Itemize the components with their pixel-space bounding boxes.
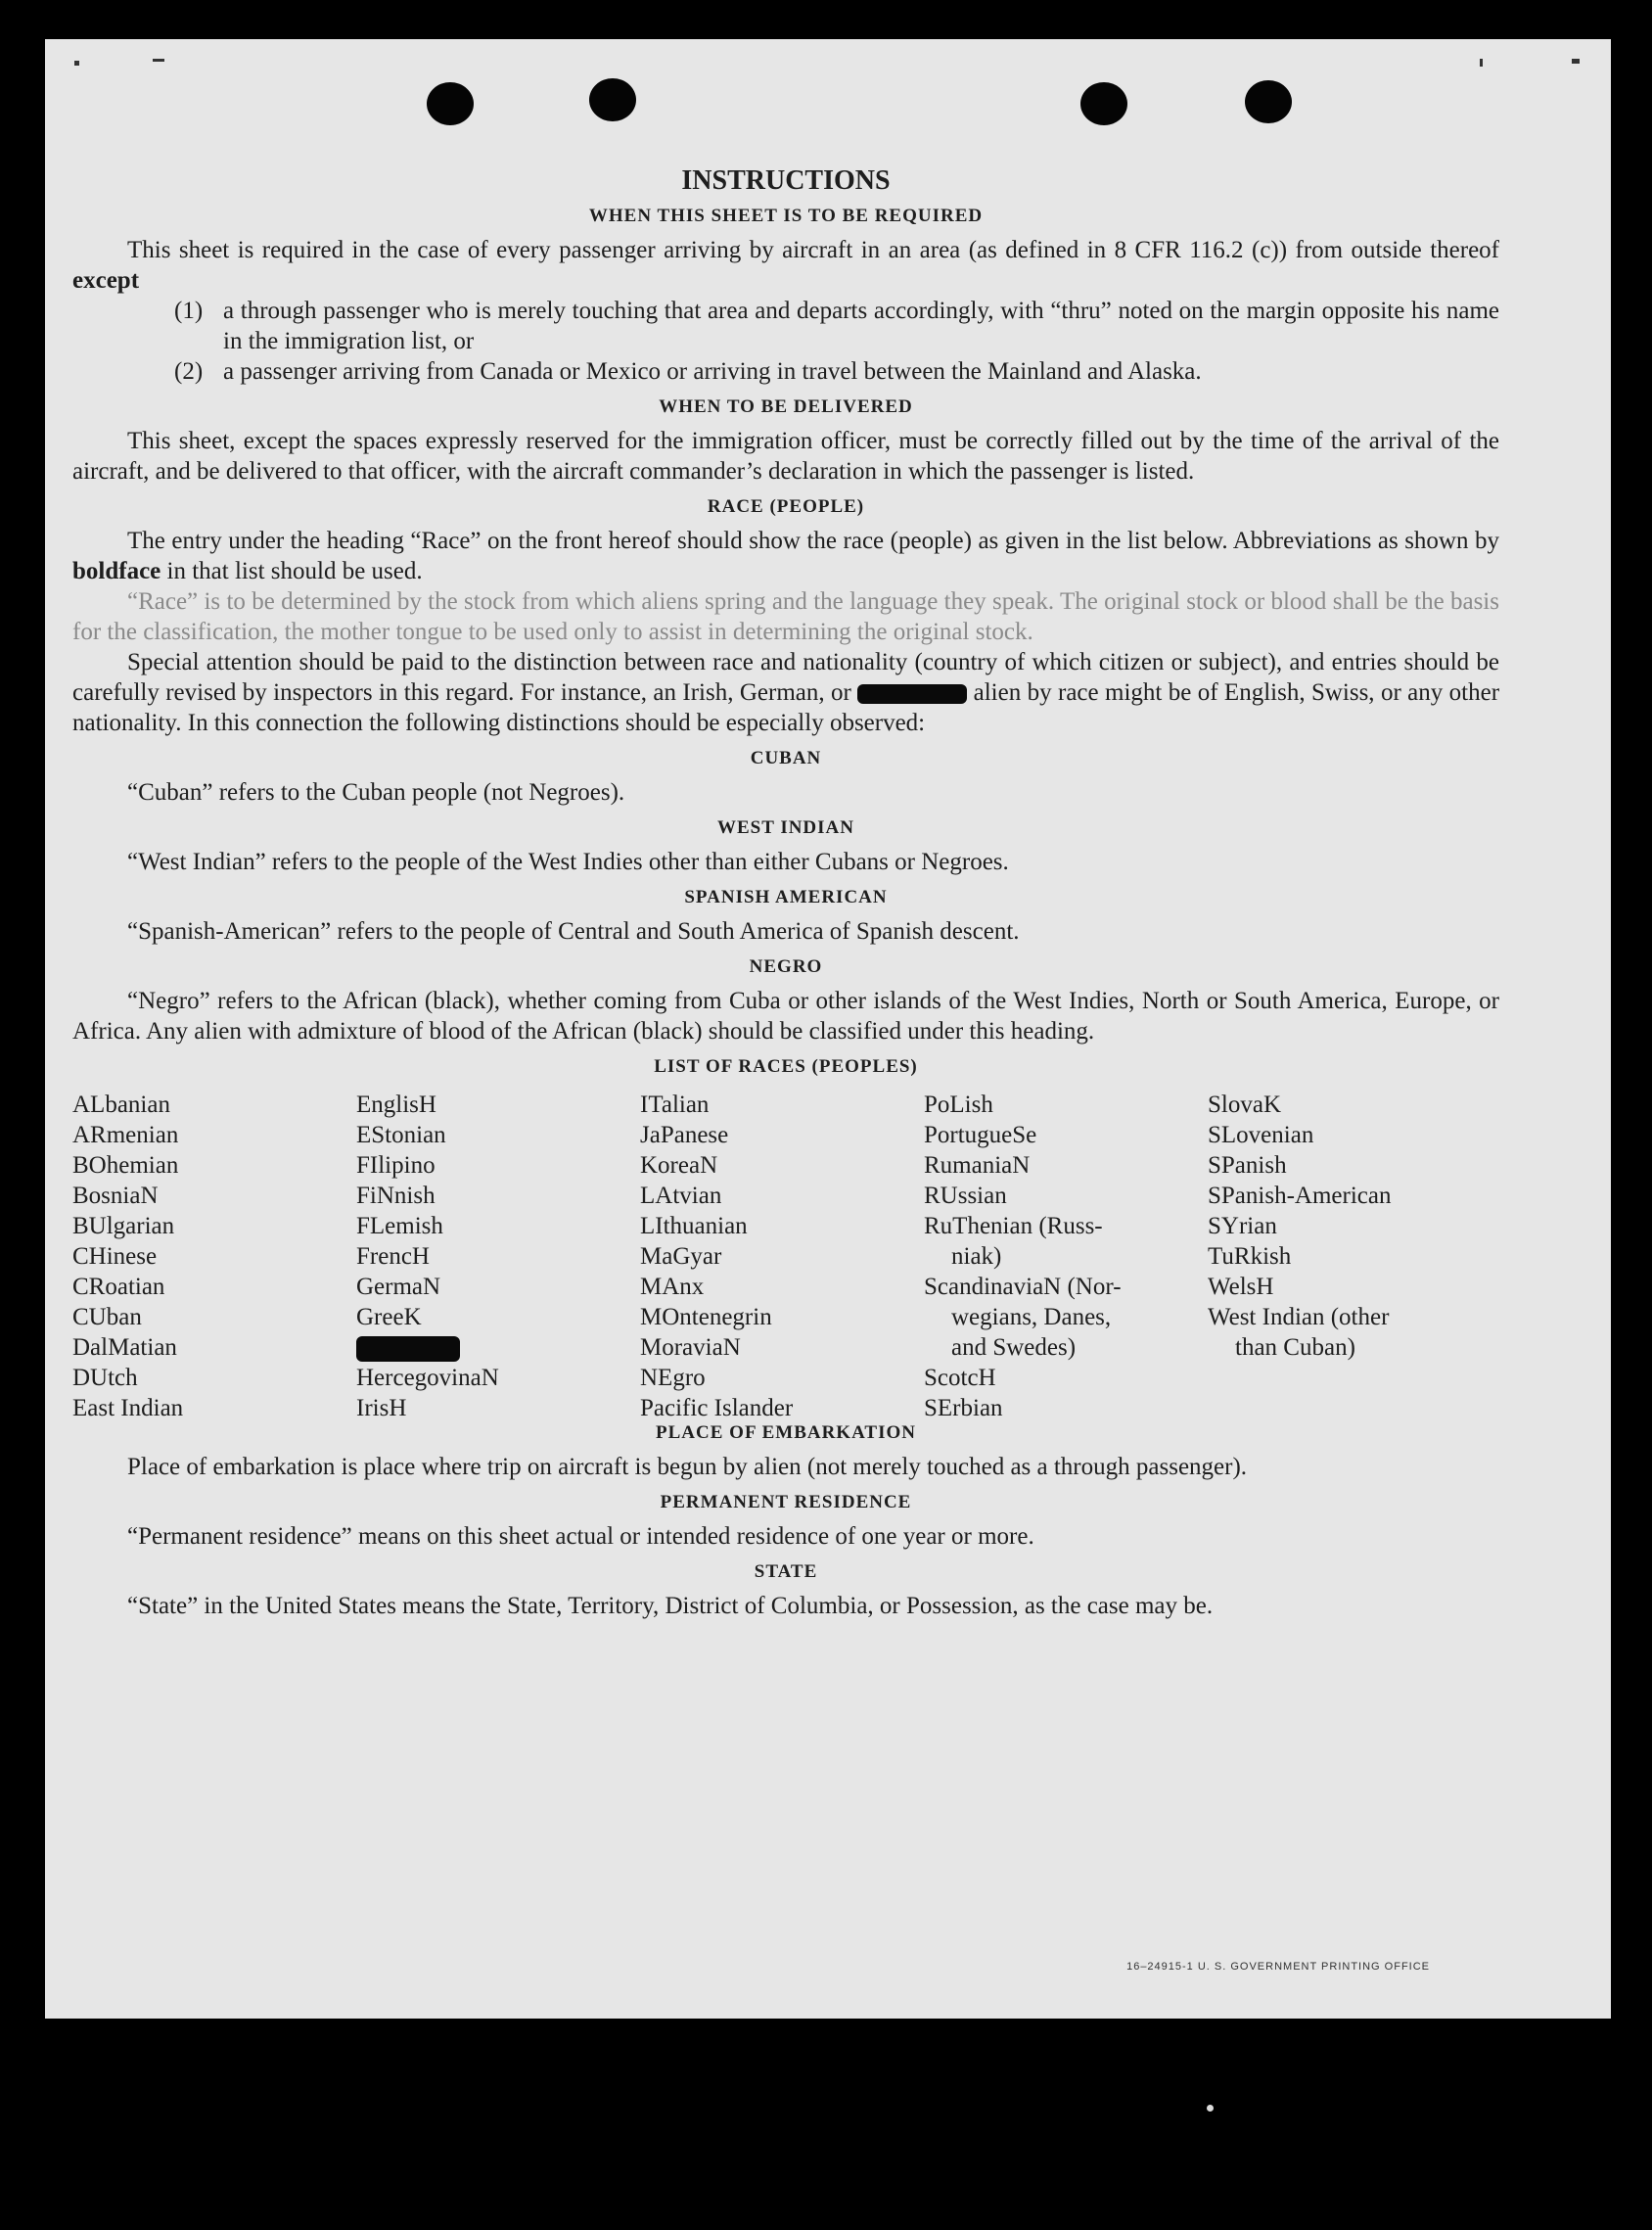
- document-page: [45, 39, 1611, 2019]
- list-item: (2) a passenger arriving from Canada or Mexico or arriving in travel between the Mainland and Alaska.: [174, 358, 1202, 385]
- race-item: IrisH: [356, 1395, 407, 1421]
- race-item: CUban: [72, 1304, 142, 1330]
- paragraph: “West Indian” refers to the people of the West Indies other than either Cubans or Negroes.: [127, 849, 1009, 875]
- race-column: [640, 1090, 793, 1423]
- race-item: MaGyar: [640, 1243, 722, 1270]
- race-item: NEgro: [640, 1365, 706, 1391]
- heading-when-required: WHEN THIS SHEET IS TO BE REQUIRED: [588, 206, 984, 226]
- race-item: KoreaN: [640, 1152, 718, 1179]
- punch-hole: [1245, 80, 1292, 123]
- race-item: BosniaN: [72, 1183, 159, 1209]
- list-item: (1) a through passenger who is merely touching that area and departs accordingly, with “thru” noted on the margin opposite his name in the immigration list, or: [174, 298, 1499, 354]
- race-item: West Indian (other: [1208, 1304, 1390, 1330]
- heading-embarkation: PLACE OF EMBARKATION: [656, 1422, 916, 1443]
- race-item: LAtvian: [640, 1183, 722, 1209]
- race-item: SPanish-American: [1208, 1183, 1392, 1209]
- paragraph: Place of embarkation is place where trip on aircraft is begun by alien (not merely touched as a through passenger).: [127, 1454, 1248, 1480]
- race-column: [356, 1090, 499, 1423]
- race-item: ALbanian: [72, 1092, 170, 1118]
- race-item: GermaN: [356, 1274, 441, 1300]
- paragraph: “Cuban” refers to the Cuban people (not Negroes).: [127, 779, 625, 806]
- race-item: MAnx: [640, 1274, 705, 1300]
- race-item: RuThenian (Russ-: [924, 1213, 1103, 1239]
- instructions-content: [72, 164, 1499, 1621]
- race-item: LIthuanian: [640, 1213, 748, 1239]
- heading-state: STATE: [754, 1561, 818, 1582]
- punch-hole: [589, 78, 636, 121]
- race-item: CRoatian: [72, 1274, 165, 1300]
- race-item: SLovenian: [1208, 1122, 1314, 1148]
- race-item: FLemish: [356, 1213, 443, 1239]
- race-item: ITalian: [640, 1092, 710, 1118]
- paragraph: “Permanent residence” means on this sheet actual or intended residence of one year or more.: [127, 1523, 1034, 1550]
- race-column: [72, 1090, 183, 1423]
- paragraph: “State” in the United States means the State, Territory, District of Columbia, or Possession, as the case may be.: [127, 1593, 1214, 1619]
- heading-when-delivered: WHEN TO BE DELIVERED: [659, 396, 913, 417]
- printer-footer: 16–24915-1 U. S. GOVERNMENT PRINTING OFFICE: [1126, 1961, 1430, 1973]
- race-item: BUlgarian: [72, 1213, 175, 1239]
- race-item: BOhemian: [72, 1152, 179, 1179]
- paragraph: “Race” is to be determined by the stock from which aliens spring and the language they speak. The original stock or blood shall be the basis for the classification, the mother tongue to be used only to assist in determining the original stock.: [72, 588, 1499, 645]
- heading-permanent-residence: PERMANENT RESIDENCE: [660, 1492, 912, 1512]
- race-item: SErbian: [924, 1395, 1003, 1421]
- punch-hole: [1080, 82, 1127, 125]
- speck: [153, 59, 164, 62]
- race-item: JaPanese: [640, 1122, 729, 1148]
- race-item: PortugueSe: [924, 1122, 1037, 1148]
- heading-list-of-races: LIST OF RACES (PEOPLES): [654, 1056, 918, 1077]
- paragraph: “Negro” refers to the African (black), whether coming from Cuba or other islands of the West Indies, North or South America, Europe, or Africa. Any alien with admixture of blood of the African (black) should be classified under this heading.: [72, 988, 1499, 1045]
- race-item: WelsH: [1208, 1274, 1274, 1300]
- race-item: EStonian: [356, 1122, 446, 1148]
- race-item: SYrian: [1208, 1213, 1277, 1239]
- race-item: CHinese: [72, 1243, 158, 1270]
- heading-cuban: CUBAN: [750, 748, 822, 768]
- race-item: GreeK: [356, 1304, 422, 1330]
- race-item: DUtch: [72, 1365, 138, 1391]
- race-item: and Swedes): [951, 1334, 1077, 1361]
- paragraph: The entry under the heading “Race” on the front hereof should show the race (people) as given in the list below. Abbreviations as shown by boldface in that list should be used.: [72, 528, 1499, 584]
- paragraph: This sheet, except the spaces expressly reserved for the immigration officer, must be correctly filled out by the time of the arrival of the aircraft, and be delivered to that officer, with the aircraft commander’s declaration in which the passenger is listed.: [72, 428, 1499, 485]
- heading-negro: NEGRO: [749, 956, 823, 977]
- paragraph: Special attention should be paid to the distinction between race and nationality (country of which citizen or subject), and entries should be carefully revised by inspectors in this regard. For instance, an Irish, German, or alien by race might be of English, Swiss, or any other nationality. In this connection the following distinctions should be especially observed:: [72, 649, 1500, 736]
- heading-spanish-american: SPANISH AMERICAN: [684, 887, 888, 907]
- heading-race: RACE (PEOPLE): [707, 496, 865, 517]
- race-item: SPanish: [1208, 1152, 1287, 1179]
- race-item: MOntenegrin: [640, 1304, 772, 1330]
- speck: [1207, 2105, 1214, 2112]
- race-item: ARmenian: [72, 1122, 179, 1148]
- race-item: FiNnish: [356, 1183, 436, 1209]
- race-item: niak): [951, 1243, 1002, 1270]
- redaction-mark: [356, 1336, 460, 1362]
- page-title: INSTRUCTIONS: [681, 165, 891, 196]
- race-item: than Cuban): [1235, 1334, 1355, 1361]
- race-item: SlovaK: [1208, 1092, 1281, 1118]
- race-item: FIlipino: [356, 1152, 436, 1179]
- speck: [74, 61, 79, 66]
- race-item: wegians, Danes,: [951, 1304, 1112, 1330]
- race-item: TuRkish: [1208, 1243, 1292, 1270]
- punch-hole: [427, 82, 474, 125]
- race-item: ScandinaviaN (Nor-: [924, 1274, 1122, 1300]
- race-list: [72, 1090, 1499, 1421]
- speck: [1572, 59, 1580, 64]
- paragraph: This sheet is required in the case of every passenger arriving by aircraft in an area (as defined in 8 CFR 116.2 (c)) from outside thereof except: [72, 237, 1499, 294]
- race-item: RumaniaN: [924, 1152, 1031, 1179]
- race-item: EnglisH: [356, 1092, 436, 1118]
- race-item: FrencH: [356, 1243, 430, 1270]
- race-item: East Indian: [72, 1395, 184, 1421]
- redaction-mark: [857, 684, 967, 704]
- paragraph: “Spanish-American” refers to the people of Central and South America of Spanish descent.: [127, 918, 1020, 945]
- race-item-redacted: [356, 1332, 499, 1363]
- race-item: DalMatian: [72, 1334, 177, 1361]
- race-item: MoraviaN: [640, 1334, 741, 1361]
- race-item: PoLish: [924, 1092, 993, 1118]
- race-item: ScotcH: [924, 1365, 996, 1391]
- race-item: Pacific Islander: [640, 1395, 794, 1421]
- speck: [1480, 59, 1483, 67]
- race-item: HercegovinaN: [356, 1365, 499, 1391]
- race-item: RUssian: [924, 1183, 1007, 1209]
- race-column: [1208, 1090, 1391, 1363]
- heading-west-indian: WEST INDIAN: [717, 817, 854, 838]
- race-column: [924, 1090, 1122, 1423]
